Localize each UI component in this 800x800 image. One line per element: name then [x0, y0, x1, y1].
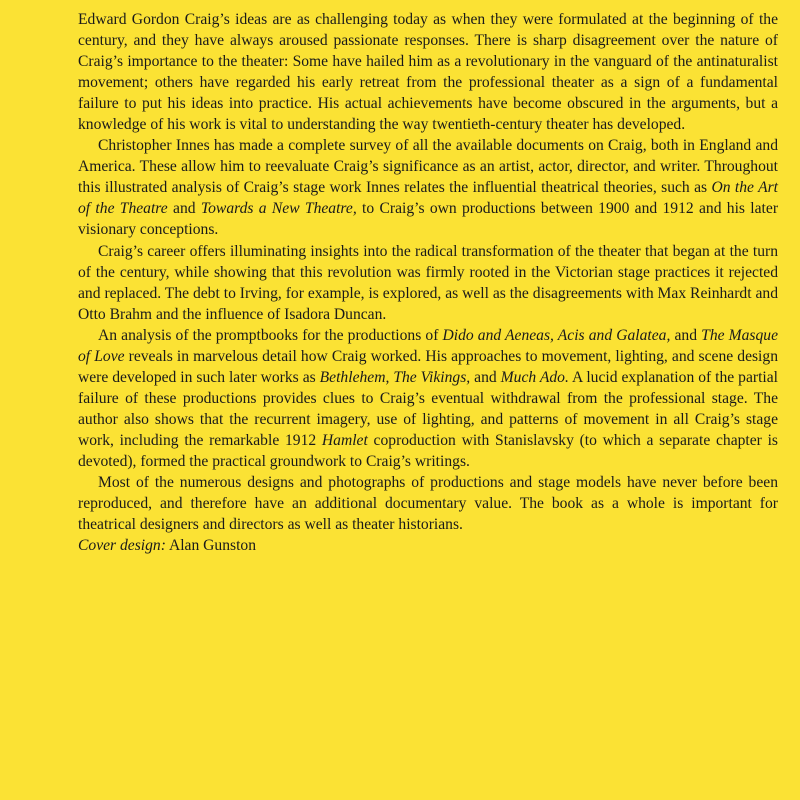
- paragraph-4: [78, 325, 778, 472]
- paragraph-2-text-b: and: [167, 200, 201, 218]
- title-dido-acis: Dido and Aeneas, Acis and Galatea,: [442, 326, 671, 344]
- paragraph-4-text-c: reveals in marvelous detail how Craig worked. His approaches to movement, lighting, and scene design were developed in such later works as: [78, 347, 778, 386]
- paragraph-2-text-c: to Craig’s own productions between 1900 and 1912 and his later visionary conceptions.: [78, 200, 779, 239]
- cover-design-credit: [78, 535, 778, 556]
- title-much-ado: Much Ado.: [500, 368, 569, 386]
- title-bethlehem-vikings: Bethlehem, The Vikings,: [319, 368, 471, 386]
- paragraph-4-text-a: An analysis of the promptbooks for the productions of: [98, 326, 443, 344]
- cover-designer-name: Alan Gunston: [165, 537, 257, 555]
- paragraph-4-text-f: coproduction with Stanislavsky (to which a separate chapter is devoted), formed the practical groundwork to Craig’s writings.: [78, 431, 778, 470]
- blurb-text: [78, 9, 778, 556]
- paragraph-3: Craig’s career offers illuminating insights into the radical transformation of the theater that began at the turn of the century, while showing that this revolution was firmly rooted in the Victorian stage practices it rejected and replaced. The debt to Irving, for example, is explored, as well as the disagreements with Max Reinhardt and Otto Brahm and the influence of Isadora Duncan.: [78, 242, 778, 323]
- title-hamlet: Hamlet: [321, 431, 368, 449]
- cover-design-label: Cover design:: [78, 537, 166, 555]
- paragraph-1: Edward Gordon Craig’s ideas are as challenging today as when they were formulated at the beginning of the century, and they have always aroused passionate responses. There is sharp disagreement over the nature of Craig’s importance to the theater: Some have hailed him as a revolutionary in the vanguard of the antinaturalist movement; others have regarded his early retreat from the professional theater as a sign of a fundamental failure to put his ideas into practice. His actual achievements have become obscured in the arguments, but a knowledge of his work is vital to understanding the way twentieth-century theater has developed.: [78, 11, 778, 134]
- paragraph-2-text-a: Christopher Innes has made a complete survey of all the available documents on Craig, both in England and America. These allow him to reevaluate Craig’s significance as an artist, actor, director, and writer. Throughout this illustrated analysis of Craig’s stage work Innes relates the influential theatrical theories, such as: [78, 137, 778, 197]
- paragraph-4-text-b: and: [670, 326, 702, 344]
- paragraph-4-text-d: and: [470, 368, 501, 386]
- title-art-of-the-theatre: On the Art of the Theatre: [78, 179, 778, 218]
- paragraph-5: Most of the numerous designs and photographs of productions and stage models have never before been reproduced, and therefore have an additional documentary value. The book as a whole is important for theatrical designers and directors as well as theater historians.: [78, 474, 778, 534]
- title-masque-of-love: The Masque of Love: [78, 326, 779, 365]
- paragraph-4-text-e: A lucid explanation of the partial failure of these productions provides clues to Craig’s eventual withdrawal from the professional stage. The author also shows that the recurrent imagery, use of lighting, and patterns of movement in all Craig’s stage work, including the remarkable 1912: [78, 368, 779, 449]
- title-towards-a-new-theatre: Towards a New Theatre,: [200, 200, 357, 218]
- paragraph-2: [78, 135, 778, 240]
